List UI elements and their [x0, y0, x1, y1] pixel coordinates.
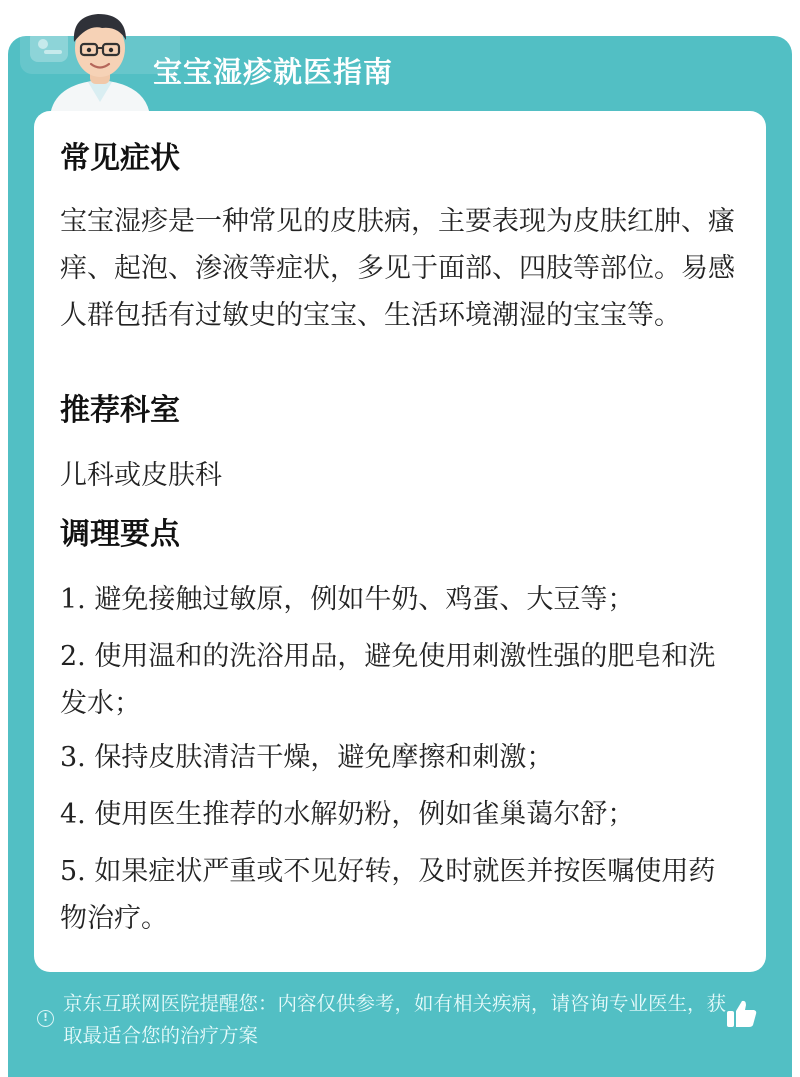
list-item-number: 3.	[60, 742, 86, 773]
content-card	[34, 111, 766, 972]
info-icon: !	[37, 1010, 54, 1027]
page-title: 宝宝湿疹就医指南	[153, 55, 394, 89]
list-item	[60, 791, 740, 838]
thumbs-up-icon[interactable]	[724, 996, 760, 1032]
list-item-number: 2.	[60, 641, 86, 672]
list-item-number: 1.	[60, 584, 86, 615]
list-item-number: 5.	[60, 856, 86, 887]
list-item-text: 避免接触过敏原，例如牛奶、鸡蛋、大豆等；	[85, 584, 635, 615]
doctor-avatar	[44, 6, 156, 116]
department-text: 儿科或皮肤科	[60, 460, 222, 491]
symptoms-heading: 常见症状	[60, 141, 180, 176]
list-item	[60, 848, 740, 942]
list-item-text: 如果症状严重或不见好转，及时就医并按医嘱使用药物治疗。	[60, 856, 716, 934]
list-item	[60, 633, 740, 727]
department-heading: 推荐科室	[60, 393, 180, 428]
list-item-text: 使用温和的洗浴用品，避免使用刺激性强的肥皂和洗发水；	[60, 641, 716, 719]
list-item	[60, 734, 740, 781]
list-item-text: 保持皮肤清洁干燥，避免摩擦和刺激；	[85, 742, 554, 773]
list-item	[60, 576, 740, 623]
disclaimer-text: 京东互联网医院提醒您：内容仅供参考，如有相关疾病，请咨询专业医生，获取最适合您的治疗方案	[63, 992, 727, 1047]
symptoms-text: 宝宝湿疹是一种常见的皮肤病，主要表现为皮肤红肿、瘙痒、起泡、渗液等症状，多见于面部、四肢等部位。易感人群包括有过敏史的宝宝、生活环境潮湿的宝宝等。	[60, 206, 735, 331]
list-item-number: 4.	[60, 799, 86, 830]
care-heading: 调理要点	[60, 517, 180, 552]
list-item-text: 使用医生推荐的水解奶粉，例如雀巢蔼尔舒；	[85, 799, 635, 830]
